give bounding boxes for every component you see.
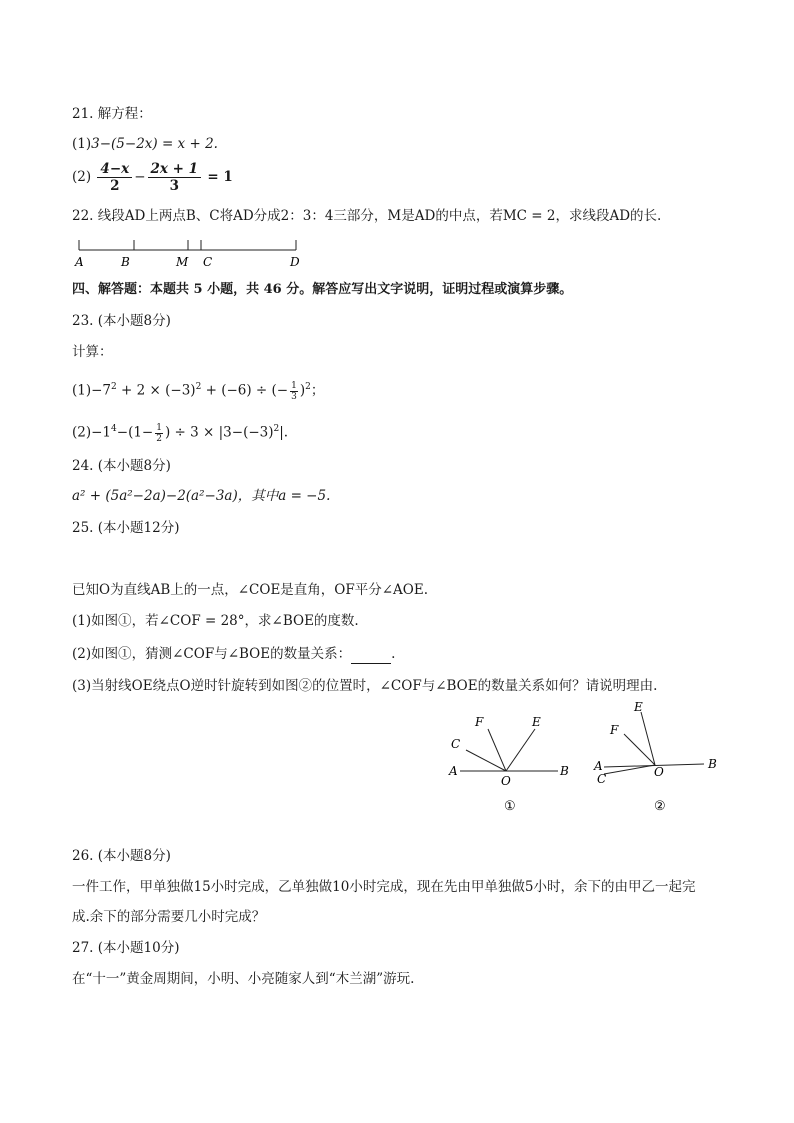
fig2-label-a: A — [594, 759, 603, 773]
q23-p2-mid2: ) ÷ 3 × |3−(−3) — [164, 424, 274, 441]
q23-p1-mid: + 2 × (−3) — [116, 382, 196, 399]
fig1-label-c: C — [451, 737, 461, 751]
q21-part1-prefix: (1) — [72, 136, 92, 152]
fig2-label-b: B — [708, 757, 717, 771]
fig2-label-f: F — [610, 723, 619, 737]
q24-expression: a² + (5a²−2a)−2(a²−3a)，其中a = −5. — [72, 488, 331, 504]
q21-fraction-1 — [97, 161, 132, 194]
q23-p1-mid2: + (−6) ÷ (− — [201, 382, 289, 399]
fig2-label-c: C — [597, 772, 607, 786]
q22-text: 22. 线段AD上两点B、C将AD分成2：3：4三部分，M是AD的中点，若MC = 2，求线段AD的长. — [72, 208, 662, 224]
q25-part2 — [72, 644, 395, 664]
fig2-label-e: E — [634, 700, 643, 714]
q21-part2-prefix: (2) — [72, 169, 92, 185]
q25-part3: (3)当射线OE绕点O逆时针旋转到如图②的位置时，∠COF与∠BOE的数量关系如何？请说明理由. — [72, 678, 658, 694]
q23-p1-exp2: 2 — [195, 382, 202, 392]
ray-of — [624, 734, 655, 765]
q23-p1-end: ) — [299, 382, 306, 399]
q21-part2 — [72, 160, 233, 194]
q23-p2-mid: −(1− — [116, 424, 154, 441]
q21-part1 — [72, 134, 218, 154]
q23-p1-fraction — [290, 381, 298, 402]
q23-p1-exp: 2 — [111, 382, 117, 392]
ray-of — [488, 729, 506, 771]
q23-p2-exp: 4 — [111, 424, 117, 434]
label-m: M — [176, 255, 189, 269]
q23-intro: 计算： — [72, 344, 113, 360]
q23-p2-exp2: 2 — [273, 424, 280, 434]
q23-p1-exp3: 2 — [305, 382, 311, 392]
q23-p1-tail: ； — [310, 382, 325, 399]
ray-oe — [506, 729, 535, 771]
q26-line-2: 成.余下的部分需要几小时完成？ — [72, 909, 266, 925]
q23-p2-frac-den: 2 — [156, 433, 162, 444]
q26-title: 26. (本小题8分) — [72, 848, 171, 864]
label-b: B — [121, 255, 130, 269]
q24-title: 24. (本小题8分) — [72, 458, 171, 474]
q21-fraction-2 — [148, 161, 202, 194]
fig2-caption: ② — [654, 799, 666, 814]
q23-part1 — [72, 372, 324, 406]
section-4-header: 四、解答题：本题共 5 小题，共 46 分。解答应写出文字说明，证明过程或演算步骤。 — [72, 282, 573, 297]
q21-part1-expr: 3−(5−2x) = x + 2. — [91, 136, 218, 152]
fig1-label-o: O — [501, 774, 511, 788]
q25-part1: (1)如图①，若∠COF = 28°，求∠BOE的度数. — [72, 613, 359, 629]
label-a: A — [75, 255, 84, 269]
q23-p1-frac-den: 3 — [291, 391, 297, 402]
q26-line-1: 一件工作，甲单独做15小时完成，乙单独做10小时完成，现在先由甲单独做5小时，余下的由甲乙一起完 — [72, 879, 696, 895]
q23-part2 — [72, 414, 288, 448]
fig2-label-o: O — [654, 765, 664, 779]
q25-figure-2 — [588, 696, 728, 818]
q23-p2-fraction — [155, 423, 163, 444]
fig1-label-b: B — [560, 764, 569, 778]
label-d: D — [290, 255, 300, 269]
q21-fraction-2-num: 2x + 1 — [148, 161, 202, 178]
label-c: C — [203, 255, 213, 269]
q25-part2-text: (2)如图①，猜测∠COF与∠BOE的数量关系： — [72, 646, 352, 662]
q23-p2-tail: |. — [279, 424, 289, 441]
ray-oc — [466, 750, 506, 771]
q25-title: 25. (本小题12分) — [72, 520, 180, 536]
fig1-caption: ① — [504, 799, 516, 814]
q23-title: 23. (本小题8分) — [72, 313, 171, 329]
q21-fraction-1-num: 4−x — [97, 161, 132, 178]
fig1-label-e: E — [532, 715, 541, 729]
ray-oe — [641, 712, 655, 765]
q27-title: 27. (本小题10分) — [72, 940, 180, 956]
q25-figure-1 — [440, 710, 580, 820]
q23-p1-frac-num: 1 — [291, 380, 297, 391]
q23-p2-frac-num: 1 — [156, 422, 162, 433]
answer-blank[interactable] — [351, 649, 391, 664]
q21-fraction-2-den: 3 — [169, 178, 179, 194]
q21-minus: − — [134, 169, 146, 185]
fig1-label-a: A — [449, 764, 458, 778]
q27-line-1: 在“十一”黄金周期间，小明、小亮随家人到“木兰湖”游玩. — [72, 971, 415, 987]
q21-title: 21. 解方程： — [72, 106, 152, 122]
q23-p1-prefix: (1)−7 — [72, 382, 112, 399]
q21-fraction-1-den: 2 — [110, 178, 120, 194]
q23-p2-prefix: (2)−1 — [72, 424, 112, 441]
q22-segment-figure — [70, 232, 310, 272]
fig1-label-f: F — [475, 715, 484, 729]
q25-intro: 已知O为直线AB上的一点，∠COE是直角，OF平分∠AOE. — [72, 582, 429, 598]
q21-rhs: = 1 — [207, 169, 233, 185]
q25-part2-tail: . — [391, 646, 396, 662]
